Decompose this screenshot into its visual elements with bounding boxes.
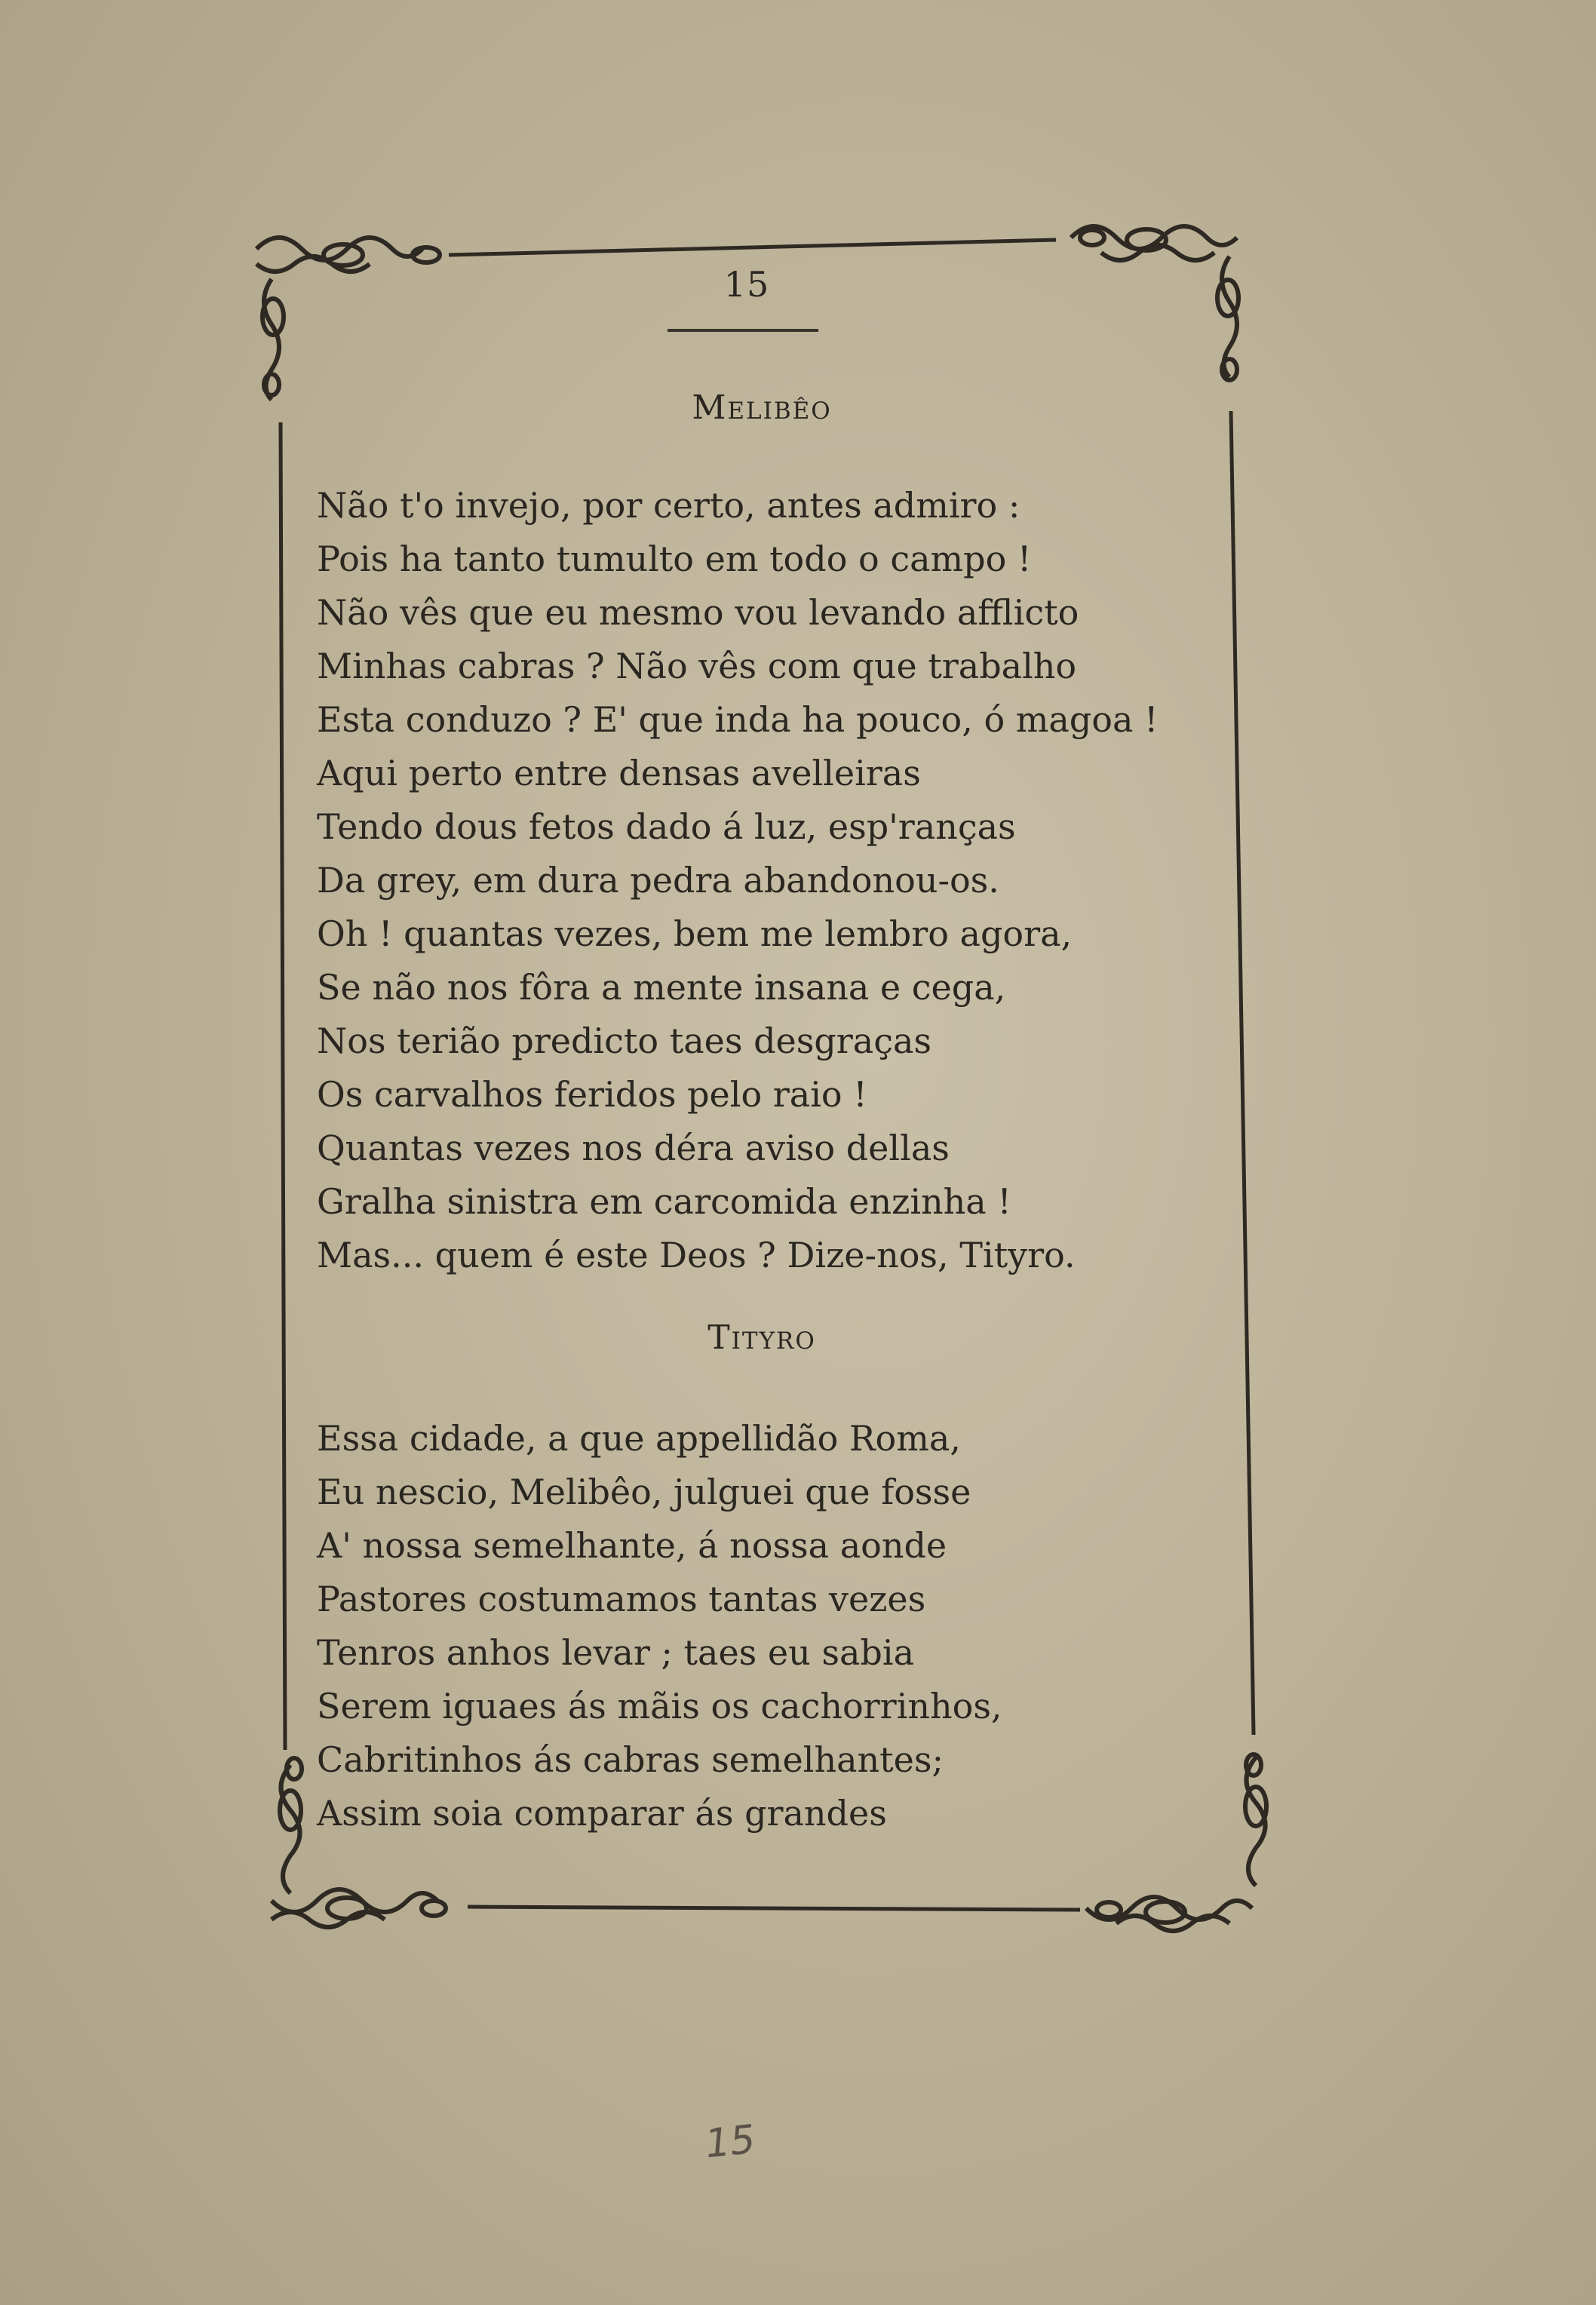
verse-line: Gralha sinistra em carcomida enzinha !: [317, 1181, 1011, 1222]
corner-ornament-top-right: [1071, 226, 1238, 380]
verse-block-melibeo: [317, 479, 1245, 1282]
verse-line: Nos terião predicto taes desgraças: [317, 1021, 932, 1061]
speaker-heading-tityro: Tityro: [707, 1318, 816, 1357]
verse-line: Cabritinhos ás cabras semelhantes;: [317, 1739, 944, 1780]
verse-line: Essa cidade, a que appellidão Roma,: [317, 1418, 961, 1459]
verse-line: Oh ! quantas vezes, bem me lembro agora,: [317, 913, 1073, 954]
verse-line: Minhas cabras ? Não vês com que trabalho: [317, 646, 1077, 686]
verse-line: Tendo dous fetos dado á luz, esp'ranças: [317, 806, 1016, 847]
verse-line: Não vês que eu mesmo vou levando afflicto: [317, 592, 1079, 633]
verse-line: Assim soia comparar ás grandes: [317, 1793, 887, 1834]
verse-line: Serem iguaes ás mãis os cachorrinhos,: [317, 1686, 1002, 1726]
verse-line: Pastores costumamos tantas vezes: [317, 1579, 926, 1619]
verse-line: Não t'o invejo, por certo, antes admiro :: [317, 485, 1021, 526]
verse-line: Esta conduzo ? E' que inda ha pouco, ó magoa !: [317, 699, 1159, 740]
verse-block-tityro: [317, 1412, 1245, 1840]
speaker-heading-melibeo: Melibêo: [692, 388, 832, 427]
verse-line: A' nossa semelhante, á nossa aonde: [317, 1525, 947, 1566]
verse-line: Eu nescio, Melibêo, julguei que fosse: [317, 1472, 971, 1512]
handwritten-page-number: 15: [703, 2116, 758, 2168]
verse-line: Pois ha tanto tumulto em todo o campo !: [317, 539, 1032, 579]
corner-ornament-top-left: [256, 238, 440, 400]
verse-line: Da grey, em dura pedra abandonou-os.: [317, 860, 999, 901]
verse-line: Mas... quem é este Deos ? Dize-nos, Tityro.: [317, 1235, 1076, 1275]
verse-line: Aqui perto entre densas avelleiras: [317, 753, 921, 793]
verse-line: Tenros anhos levar ; taes eu sabia: [317, 1632, 914, 1673]
verse-line: Quantas vezes nos déra aviso dellas: [317, 1128, 950, 1168]
page-number-rule: [668, 329, 818, 332]
page-number: 15: [723, 264, 770, 305]
verse-line: Se não nos fôra a mente insana e cega,: [317, 967, 1006, 1008]
verse-line: Os carvalhos feridos pelo raio !: [317, 1074, 867, 1115]
